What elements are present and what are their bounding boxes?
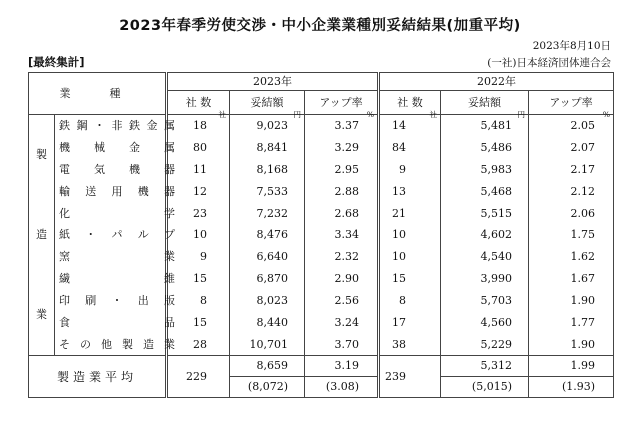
- count-2023: [167, 224, 230, 246]
- average-rate-2023: 3.19: [305, 356, 379, 377]
- count-2023: [167, 180, 230, 202]
- count-2023-value: 80: [193, 141, 207, 155]
- count-2023-value: 8: [200, 293, 207, 307]
- rate-2022-value: 1.90: [570, 293, 596, 307]
- count-2023-value: 11: [193, 163, 207, 177]
- rate-2023: [305, 333, 379, 355]
- count-header-2023: 社 数: [167, 91, 230, 115]
- count-2022: [379, 137, 441, 159]
- count-2023-value: 18: [193, 119, 207, 133]
- industry-name-char: 電: [59, 163, 70, 177]
- industry-name-text: [59, 160, 175, 179]
- average-rate-2023-alt: (3.08): [305, 377, 379, 398]
- industry-name-char: 化: [59, 206, 70, 220]
- rate-2022-value: 2.17: [570, 163, 596, 177]
- table-row: [29, 289, 614, 311]
- rate-2022: [529, 202, 614, 224]
- amount-2022-value: 4,602: [480, 228, 512, 242]
- industry-name-char: 維: [164, 272, 175, 286]
- amount-2022: [441, 202, 529, 224]
- industry-name-char: 製: [122, 337, 133, 351]
- industry-name-char: 鉄: [129, 119, 140, 133]
- count-2023-value: 15: [193, 315, 207, 329]
- average-amount-2022-alt: (5,015): [441, 377, 529, 398]
- amount-2023: [230, 180, 305, 202]
- rate-2022-value: 2.05: [570, 119, 596, 133]
- amount-2022: [441, 224, 529, 246]
- industry-name-char: 輸: [59, 184, 70, 198]
- rate-header-2022: アップ率: [529, 91, 614, 115]
- average-rate-2022-alt: (1.93): [529, 377, 614, 398]
- rate-2023-value: 2.90: [334, 272, 359, 286]
- industry-name: [55, 268, 175, 290]
- amount-2023: [230, 268, 305, 290]
- industry-name-char: 金: [129, 141, 140, 155]
- table-row: [29, 268, 614, 290]
- industry-name-char: 機: [59, 141, 70, 155]
- table-row: [29, 115, 614, 137]
- industry-name-char: ・: [94, 119, 105, 133]
- table-row: [29, 311, 614, 333]
- rate-2023-value: 3.70: [334, 337, 359, 351]
- rate-2023-value: 2.68: [334, 206, 359, 220]
- industry-name-text: [59, 182, 175, 201]
- year-2022-header: 2022年: [379, 73, 614, 91]
- industry-name-text: [59, 291, 175, 310]
- industry-name: [55, 246, 175, 268]
- industry-name-char: そ: [59, 337, 70, 351]
- count-2022-value: 13: [392, 184, 406, 198]
- industry-name-char: 窯: [59, 250, 70, 264]
- amount-2023: [230, 202, 305, 224]
- amount-2023: [230, 333, 305, 355]
- average-amount-2022: 5,312: [441, 356, 529, 377]
- rate-2023: [305, 289, 379, 311]
- industry-name-char: 属: [164, 119, 175, 133]
- amount-2023: [230, 246, 305, 268]
- amount-2022: [441, 311, 529, 333]
- rate-2023-value: 2.32: [334, 250, 359, 264]
- industry-name-char: 機: [129, 163, 140, 177]
- average-row: [29, 356, 614, 377]
- amount-2022: [441, 110, 529, 137]
- amount-2022-value: 5,229: [480, 337, 512, 351]
- count-2022-value: 9: [399, 163, 406, 177]
- amount-2022: [441, 137, 529, 159]
- category-char: 製: [36, 148, 47, 161]
- rate-2023-value: 3.37: [334, 119, 359, 133]
- industry-name-char: 気: [94, 163, 105, 177]
- rate-2023-value: 2.95: [334, 163, 359, 177]
- amount-2022: [441, 246, 529, 268]
- count-2022: [379, 202, 441, 224]
- industry-name-text: [59, 269, 175, 288]
- rate-2023: [305, 246, 379, 268]
- count-2022: [379, 224, 441, 246]
- industry-name-text: [59, 204, 175, 223]
- amount-2023-value: 6,870: [256, 272, 288, 286]
- industry-name-text: [59, 247, 175, 266]
- industry-name: [55, 115, 175, 137]
- count-2023: [167, 311, 230, 333]
- industry-name-char: 食: [59, 315, 70, 329]
- count-2023: [167, 159, 230, 181]
- industry-name-char: 金: [146, 119, 158, 133]
- amount-2022-value: 5,468: [480, 184, 512, 198]
- amount-2022-value: 5,983: [480, 163, 512, 177]
- amount-2023-value: 6,640: [256, 250, 288, 264]
- amount-2023-unit: 円: [293, 110, 301, 119]
- rate-2022: [529, 159, 614, 181]
- rate-2022-value: 1.75: [570, 228, 596, 242]
- rate-2022-value: 1.90: [570, 337, 596, 351]
- count-2023: [167, 246, 230, 268]
- table-row: [29, 180, 614, 202]
- amount-header-2022: 妥結額: [441, 91, 529, 115]
- count-2023-value: 15: [193, 272, 207, 286]
- rate-2022-value: 2.06: [570, 206, 596, 220]
- rate-2022-unit: %: [602, 110, 611, 119]
- year-2023-header: 2023年: [167, 73, 379, 91]
- table-row: [29, 137, 614, 159]
- count-2022: [379, 311, 441, 333]
- table-row: [29, 224, 614, 246]
- category-label: [29, 115, 55, 356]
- count-2022-value: 17: [392, 315, 406, 329]
- industry-name: [55, 224, 175, 246]
- industry-name-char: 品: [164, 315, 175, 329]
- category-char: 造: [36, 228, 47, 241]
- amount-2022-value: 5,481: [480, 119, 512, 133]
- amount-2023-value: 7,232: [256, 206, 288, 220]
- industry-name: [55, 202, 175, 224]
- industry-name-char: プ: [164, 228, 175, 242]
- rate-2023-value: 3.24: [334, 315, 359, 329]
- industry-name-char: 器: [164, 184, 175, 198]
- industry-name-char: ル: [137, 228, 149, 242]
- industry-name-char: 鉄: [59, 119, 70, 133]
- rate-2023: [305, 268, 379, 290]
- count-2022: [379, 180, 441, 202]
- average-amount-2023-alt: (8,072): [230, 377, 305, 398]
- industry-name-char: 送: [85, 184, 97, 198]
- industry-name-char: 刷: [85, 293, 97, 307]
- count-2022-value: 84: [392, 141, 406, 155]
- rate-2022: [529, 333, 614, 355]
- settlement-table: [28, 72, 614, 398]
- average-amount-2023: 8,659: [230, 356, 305, 377]
- industry-name-char: 非: [111, 119, 123, 133]
- industry-name-text: [59, 116, 175, 135]
- industry-header: 業 種: [29, 73, 167, 115]
- amount-2022: [441, 180, 529, 202]
- count-2022-value: 14: [392, 119, 406, 133]
- rate-2022-value: 1.62: [570, 250, 596, 264]
- amount-2023: [230, 311, 305, 333]
- count-2022: [379, 246, 441, 268]
- amount-2023-value: 10,701: [249, 337, 288, 351]
- rate-2022-value: 2.12: [570, 184, 596, 198]
- amount-2022-value: 4,540: [480, 250, 512, 264]
- industry-name-char: 業: [164, 337, 175, 351]
- amount-2023: [230, 137, 305, 159]
- industry-name-char: 業: [164, 250, 175, 264]
- count-2023: [167, 110, 230, 137]
- count-2023-unit: 社: [218, 110, 226, 119]
- industry-name-char: 他: [101, 337, 112, 351]
- industry-name-text: [59, 313, 175, 332]
- rate-2022: [529, 289, 614, 311]
- industry-name-char: パ: [111, 228, 123, 242]
- industry-name-char: 出: [137, 293, 149, 307]
- amount-2023-value: 7,533: [256, 184, 288, 198]
- rate-2023-value: 2.88: [334, 184, 359, 198]
- rate-2022-value: 2.07: [570, 141, 596, 155]
- amount-2023-value: 8,841: [256, 141, 288, 155]
- industry-name: [55, 311, 175, 333]
- industry-name-char: ・: [85, 228, 97, 242]
- count-2022-value: 10: [392, 250, 406, 264]
- document-date: 2023年8月10日: [532, 40, 611, 52]
- count-2023-value: 9: [200, 250, 207, 264]
- count-2022-value: 15: [392, 272, 406, 286]
- count-2022: [379, 268, 441, 290]
- amount-2022-value: 3,990: [480, 272, 512, 286]
- rate-2022: [529, 137, 614, 159]
- industry-name: [55, 180, 175, 202]
- amount-2023-value: 8,168: [256, 163, 288, 177]
- table-row: [29, 246, 614, 268]
- industry-name-char: 繊: [59, 272, 70, 286]
- industry-name-text: [59, 335, 175, 354]
- industry-name-char: 鋼: [76, 119, 88, 133]
- table-row: [29, 202, 614, 224]
- count-2023: [167, 289, 230, 311]
- average-rate-2022: 1.99: [529, 356, 614, 377]
- amount-2022: [441, 159, 529, 181]
- rate-2023-value: 3.34: [334, 228, 359, 242]
- amount-2022-value: 5,486: [480, 141, 512, 155]
- amount-2022-value: 5,515: [480, 206, 512, 220]
- amount-2022-value: 4,560: [480, 315, 512, 329]
- organization-name: (一社)日本経済団体連合会: [487, 57, 611, 69]
- amount-header-2023: 妥結額: [230, 91, 305, 115]
- rate-2023: [305, 159, 379, 181]
- rate-2023: [305, 224, 379, 246]
- category-char: 業: [36, 308, 47, 321]
- amount-2023: [230, 159, 305, 181]
- amount-2022-value: 5,703: [480, 293, 512, 307]
- count-header-2022: 社 数: [379, 91, 441, 115]
- count-2023-value: 28: [193, 337, 207, 351]
- count-2023: [167, 333, 230, 355]
- count-2022: [379, 110, 441, 137]
- rate-2022: [529, 311, 614, 333]
- count-2022-unit: 社: [429, 110, 437, 119]
- count-2022-value: 21: [392, 206, 406, 220]
- count-2022-value: 38: [392, 337, 406, 351]
- industry-name-char: 用: [111, 184, 123, 198]
- rate-2022: [529, 268, 614, 290]
- rate-header-2023: アップ率: [305, 91, 379, 115]
- amount-2023: [230, 224, 305, 246]
- rate-2023-value: 3.29: [334, 141, 359, 155]
- rate-2022: [529, 180, 614, 202]
- header-row-years: [29, 73, 614, 91]
- rate-2022: [529, 110, 614, 137]
- industry-name-char: 紙: [59, 228, 70, 242]
- industry-name-text: [59, 225, 175, 244]
- section-label: [最終集計]: [28, 55, 85, 69]
- rate-2023-value: 2.56: [334, 293, 359, 307]
- rate-2023: [305, 202, 379, 224]
- amount-2023: [230, 289, 305, 311]
- rate-2022: [529, 224, 614, 246]
- industry-name-char: 機: [137, 184, 149, 198]
- industry-name-char: の: [80, 337, 91, 351]
- average-count-2023: 229: [167, 356, 230, 398]
- industry-name-char: 造: [143, 337, 154, 351]
- rate-2023: [305, 110, 379, 137]
- industry-name-char: 学: [164, 206, 175, 220]
- industry-name-char: 属: [164, 141, 175, 155]
- industry-name: [55, 289, 175, 311]
- count-2023: [167, 137, 230, 159]
- count-2023: [167, 202, 230, 224]
- industry-name: [55, 159, 175, 181]
- amount-2023-value: 8,440: [256, 315, 288, 329]
- amount-2022: [441, 289, 529, 311]
- count-2023-value: 23: [193, 206, 207, 220]
- count-2022-value: 10: [392, 228, 406, 242]
- amount-2022-unit: 円: [517, 110, 525, 119]
- rate-2022-value: 1.67: [570, 272, 596, 286]
- rate-2023: [305, 311, 379, 333]
- average-count-2022: 239: [379, 356, 441, 398]
- amount-2023: [230, 110, 305, 137]
- industry-name-char: 械: [94, 141, 105, 155]
- amount-2022: [441, 268, 529, 290]
- amount-2022: [441, 333, 529, 355]
- industry-name: [55, 137, 175, 159]
- count-2023: [167, 268, 230, 290]
- document-title: 2023年春季労使交渉・中小企業業種別妥結結果(加重平均): [119, 18, 521, 34]
- rate-2022: [529, 246, 614, 268]
- count-2022: [379, 333, 441, 355]
- industry-name: [55, 333, 175, 355]
- amount-2023-value: 8,023: [256, 293, 288, 307]
- industry-name-char: 器: [164, 163, 175, 177]
- rate-2023: [305, 180, 379, 202]
- rate-2022-value: 1.77: [570, 315, 596, 329]
- industry-name-char: ・: [111, 293, 123, 307]
- count-2022-value: 8: [399, 293, 406, 307]
- rate-2023: [305, 137, 379, 159]
- industry-name-char: 印: [59, 293, 70, 307]
- average-label: 製造業平均: [29, 356, 167, 398]
- table-row: [29, 159, 614, 181]
- count-2023-value: 10: [193, 228, 207, 242]
- count-2022: [379, 289, 441, 311]
- rate-2023-unit: %: [366, 110, 374, 119]
- count-2022: [379, 159, 441, 181]
- industry-name-text: [59, 138, 175, 157]
- amount-2023-value: 9,023: [256, 119, 288, 133]
- count-2023-value: 12: [193, 184, 207, 198]
- amount-2023-value: 8,476: [256, 228, 288, 242]
- industry-name-char: 版: [164, 293, 175, 307]
- table-row: [29, 333, 614, 355]
